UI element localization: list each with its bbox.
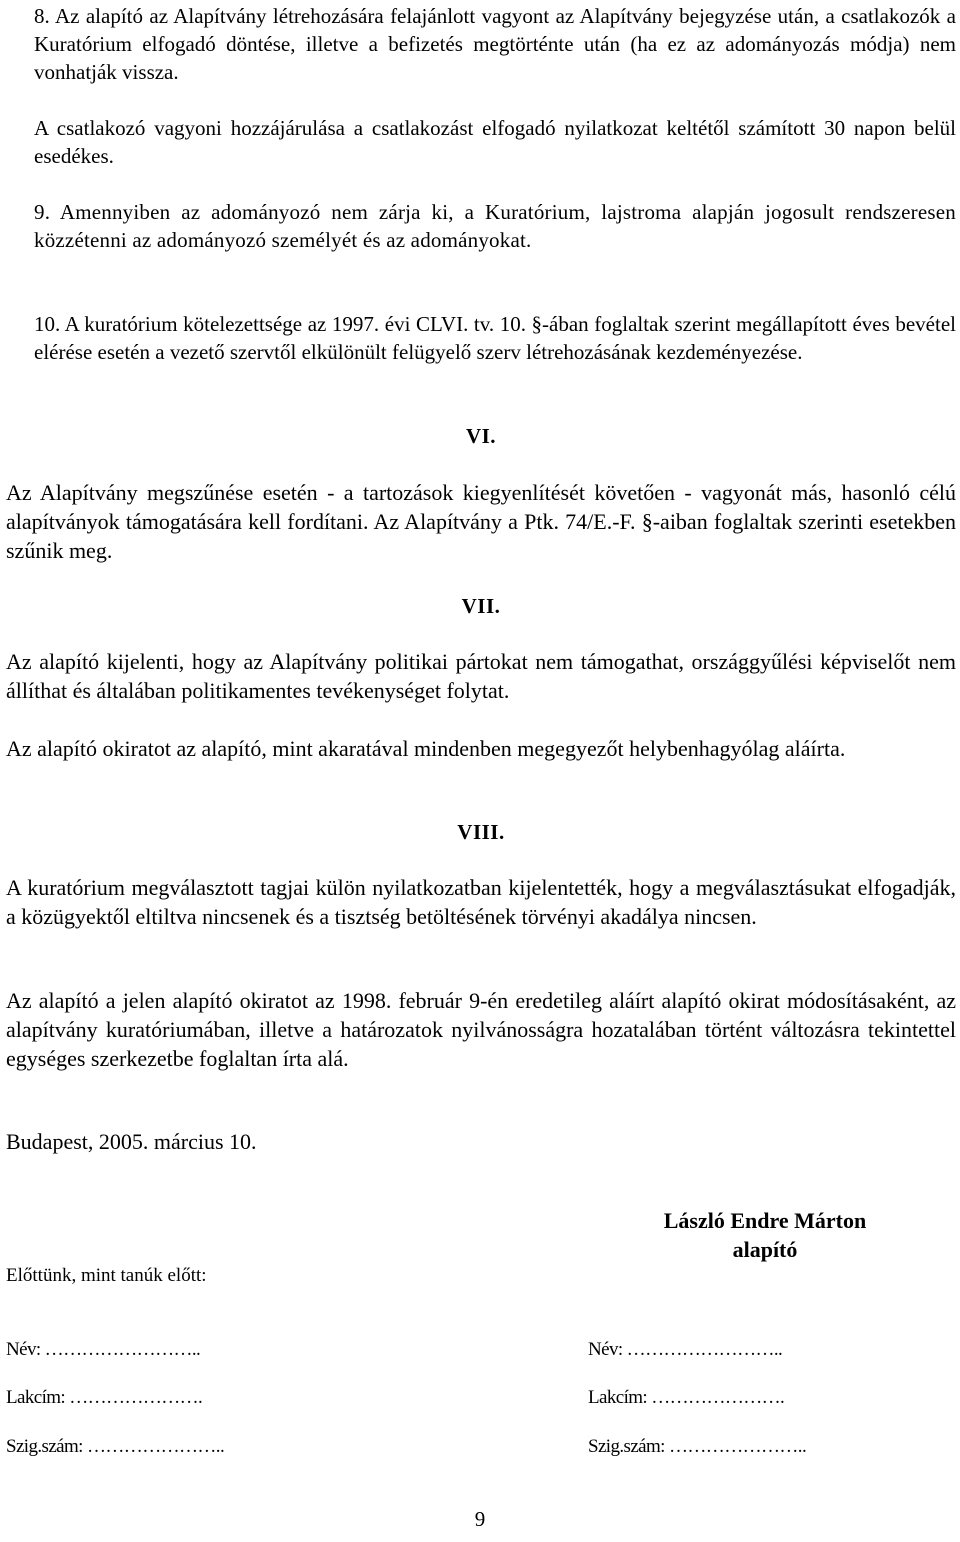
section-8-paragraph-2: A csatlakozó vagyoni hozzájárulása a csatlakozást elfogadó nyilatkozat keltétől számított 30 napon belül esedékes.	[34, 116, 956, 168]
section-viii-paragraph-1: A kuratórium megválasztott tagjai külön nyilatkozatban kijelentették, hogy a megválasztásukat elfogadják, a közügyektől eltiltva nincsenek és a tisztség betöltésének törvényi akadálya nincsen.	[6, 875, 956, 929]
section-8-paragraph-1: 8. Az alapító az Alapítvány létrehozására felajánlott vagyont az Alapítvány bejegyzése után, a csatlakozók a Kuratórium elfogadó döntése, illetve a befizetés megtörténte után (ha ez az adományozás módja) nem vonhatják vissza.	[34, 4, 956, 84]
section-vii-paragraph-1: Az alapító kijelenti, hogy az Alapítvány politikai pártokat nem támogathat, országgyűlési képviselőt nem állíthat és általában politikamentes tevékenységet folytat.	[6, 649, 956, 703]
founder-role: alapító	[732, 1237, 798, 1262]
heading-vi: VI.	[465, 424, 497, 448]
founder-name: László Endre Márton	[663, 1208, 867, 1233]
witness-1-address-field: Lakcím: ………………….	[6, 1387, 203, 1408]
witness-2-name-field: Név: ……………………..	[588, 1339, 783, 1360]
heading-viii: VIII.	[457, 820, 505, 844]
witness-2-address-field: Lakcím: ………………….	[588, 1387, 785, 1408]
witness-2-id-field: Szig.szám: …………………..	[588, 1436, 807, 1457]
section-10-paragraph: 10. A kuratórium kötelezettsége az 1997. évi CLVI. tv. 10. §-ában foglaltak szerint megállapított éves bevétel elérése esetén a vezető szervtől elkülönült felügyelő szerv létrehozásának kezdeményezése.	[34, 312, 956, 364]
section-vii-paragraph-2: Az alapító okiratot az alapító, mint akaratával mindenben megegyezőt helybenhagyólag aláírta.	[6, 736, 846, 761]
witness-1-id-field: Szig.szám: …………………..	[6, 1436, 225, 1457]
heading-vii: VII.	[461, 594, 501, 618]
witnesses-title: Előttünk, mint tanúk előtt:	[6, 1265, 207, 1286]
page-number: 9	[474, 1507, 486, 1531]
section-vi-paragraph: Az Alapítvány megszűnése esetén - a tartozások kiegyenlítését követően - vagyonát más, hasonló célú alapítványok támogatására kell fordítani. Az Alapítvány a Ptk. 74/E.-F. §-aiban foglaltak szerinti esetekben szűnik meg.	[6, 480, 956, 563]
section-viii-paragraph-2: Az alapító a jelen alapító okiratot az 1998. február 9-én eredetileg aláírt alapító okirat módosításaként, az alapítvány kuratóriumában, illetve a határozatok nyilvánosságra hozatalában történt változásra tekintettel egységes szerkezetbe foglaltan írta alá.	[6, 988, 956, 1071]
witness-1-name-field: Név: ……………………..	[6, 1339, 201, 1360]
founder-signature-block	[600, 1206, 930, 1264]
place-and-date: Budapest, 2005. március 10.	[6, 1129, 257, 1154]
section-9-paragraph: 9. Amennyiben az adományozó nem zárja ki, a Kuratórium, lajstroma alapján jogosult rendszeresen közzétenni az adományozó személyét és az adományokat.	[34, 200, 956, 252]
